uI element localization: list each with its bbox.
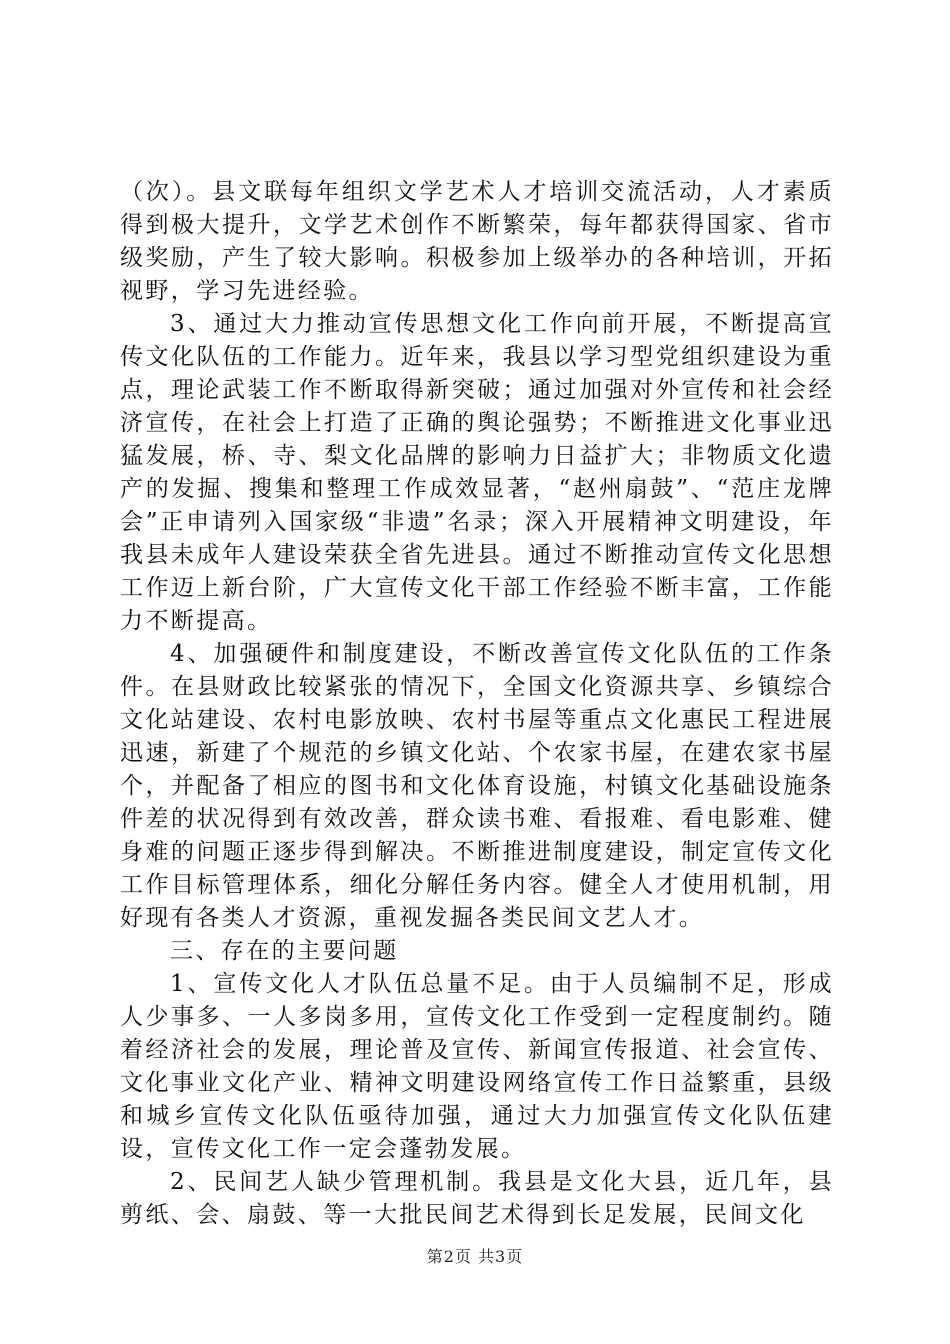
page-footer: 第2页 共3页 [426,1247,524,1266]
document-body [120,176,834,1232]
paragraph-item-3: 3、通过大力推动宣传思想文化工作向前开展，不断提高宣传文化队伍的工作能力。近年来，我县以学习型党组织建设为重点，理论武装工作不断取得新突破；通过加强对外宣传和社会经济宣传，在社会上打造了正确的舆论强势；不断推进文化事业迅猛发展，桥、寺、梨文化品牌的影响力日益扩大；非物质文化遗产的发掘、搜集和整理工作成效显著，“赵州扇鼓”、“范庄龙牌会”正申请列入国家级“非遗”名录；深入开展精神文明建设，年我县未成年人建设荣获全省先进县。通过不断推动宣传文化思想工作迈上新台阶，广大宣传文化干部工作经验不断丰富，工作能力不断提高。 [120,311,834,634]
paragraph-continuation: （次）。县文联每年组织文学艺术人才培训交流活动，人才素质得到极大提升，文学艺术创作不断繁荣，每年都获得国家、省市级奖励，产生了较大影响。积极参加上级举办的各种培训，开拓视野，学习先进经验。 [120,179,834,304]
paragraph-item-4: 4、加强硬件和制度建设，不断改善宣传文化队伍的工作条件。在县财政比较紧张的情况下，全国文化资源共享、乡镇综合文化站建设、农村电影放映、农村书屋等重点文化惠民工程进展迅速，新建了个规范的乡镇文化站、个农家书屋，在建农家书屋个，并配备了相应的图书和文化体育设施，村镇文化基础设施条件差的状况得到有效改善，群众读书难、看报难、看电影难、健身难的问题正逐步得到解决。不断推进制度建设，制定宣传文化工作目标管理体系，细化分解任务内容。健全人才使用机制，用好现有各类人才资源，重视发掘各类民间文艺人才。 [120,641,834,931]
paragraph-problem-1: 1、宣传文化人才队伍总量不足。由于人员编制不足，形成人少事多、一人多岗多用，宣传文化工作受到一定程度制约。随着经济社会的发展，理论普及宣传、新闻宣传报道、社会宣传、文化事业文化产业、精神文明建设网络宣传工作日益繁重，县级和城乡宣传文化队伍亟待加强，通过大力加强宣传文化队伍建设，宣传文化工作一定会蓬勃发展。 [120,971,834,1162]
paragraph-problem-2: 2、民间艺人缺少管理机制。我县是文化大县，近几年，县剪纸、会、扇鼓、等一大批民间艺术得到长足发展，民间文化 [120,1169,834,1228]
section-heading-problems: 三、存在的主要问题 [170,938,399,964]
